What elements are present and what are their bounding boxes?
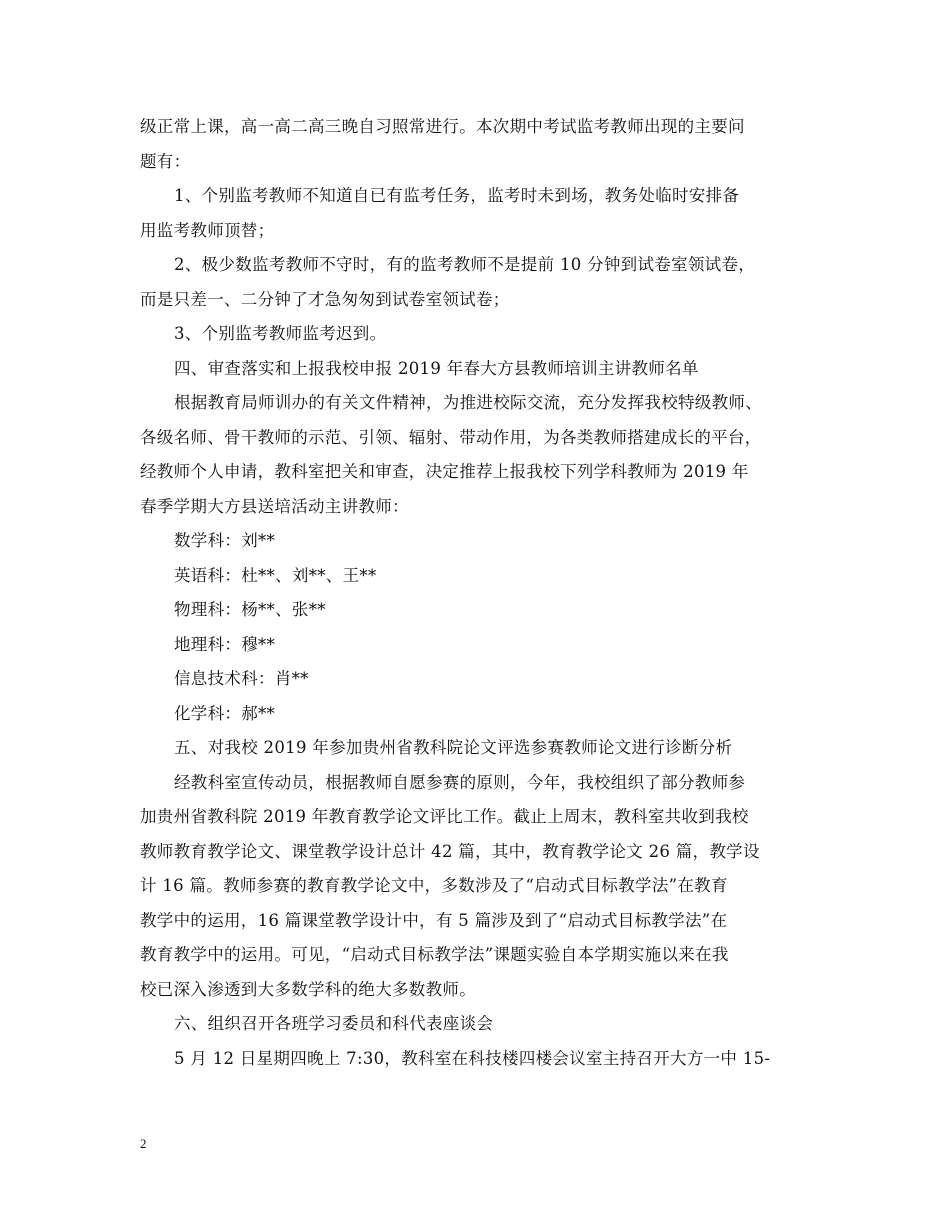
text-line: 春季学期大方县送培活动主讲教师：	[140, 496, 409, 516]
text-line: 教师教育教学论文、课堂教学设计总计 42 篇，其中，教育教学论文 26 篇，教学设	[140, 841, 760, 861]
text-line: 计 16 篇。教师参赛的教育教学论文中，多数涉及了“启动式目标教学法”在教育	[140, 876, 728, 895]
text-line: 五、对我校 2019 年参加贵州省教科院论文评选参赛教师论文进行诊断分析	[174, 738, 733, 757]
text-line: 而是只差一、二分钟了才急匆匆到试卷室领试卷；	[140, 289, 510, 309]
text-line: 四、审查落实和上报我校申报 2019 年春大方县教师培训主讲教师名单	[174, 358, 699, 378]
text-line: 2、极少数监考教师不守时，有的监考教师不是提前 10 分钟到试卷室领试卷，	[174, 255, 756, 274]
text-line: 根据教育局师训办的有关文件精神，为推进校际交流，充分发挥我校特级教师、	[174, 393, 762, 412]
text-line: 用监考教师顶替；	[140, 220, 275, 240]
text-line: 经教师个人申请，教科室把关和审查，决定推荐上报我校下列学科教师为 2019 年	[140, 462, 749, 481]
text-line: 3、个别监考教师监考迟到。	[174, 324, 387, 343]
text-line: 题有：	[140, 151, 191, 171]
text-line: 信息技术科：肖**	[174, 669, 309, 688]
text-line: 地理科：穆**	[174, 634, 276, 654]
text-line: 化学科：郝**	[174, 703, 276, 723]
text-line: 数学科：刘**	[174, 531, 276, 550]
text-line: 级正常上课，高一高二高三晚自习照常进行。本次期中考试监考教师出现的主要问	[140, 117, 745, 136]
text-line: 经教科室宣传动员，根据教师自愿参赛的原则，今年，我校组织了部分教师参	[174, 772, 746, 792]
text-line: 1、个别监考教师不知道自已有监考任务，监考时未到场，教务处临时安排备	[174, 186, 740, 205]
page-number: 2	[140, 1136, 147, 1151]
text-line: 物理科：杨**、张**	[174, 600, 326, 619]
text-line: 校已深入渗透到大多数学科的绝大多数教师。	[140, 979, 476, 999]
text-line: 教学中的运用，16 篇课堂教学设计中，有 5 篇涉及到了“启动式目标教学法”在	[140, 910, 728, 930]
text-line: 英语科：杜**、刘**、王**	[174, 565, 377, 585]
text-line: 各级名师、骨干教师的示范、引领、辐射、带动作用，为各类教师搭建成长的平台，	[140, 427, 762, 447]
text-line: 六、组织召开各班学习委员和科代表座谈会	[174, 1014, 494, 1033]
text-line: 教育教学中的运用。可见，“启动式目标教学法”课题实验自本学期实施以来在我	[140, 945, 729, 964]
document-body	[140, 110, 815, 1076]
text-line: 加贵州省教科院 2019 年教育教学论文评比工作。截止上周末，教科室共收到我校	[140, 807, 749, 826]
text-line: 5 月 12 日星期四晚上 7:30，教科室在科技楼四楼会议室主持召开大方一中 15-	[174, 1048, 771, 1068]
